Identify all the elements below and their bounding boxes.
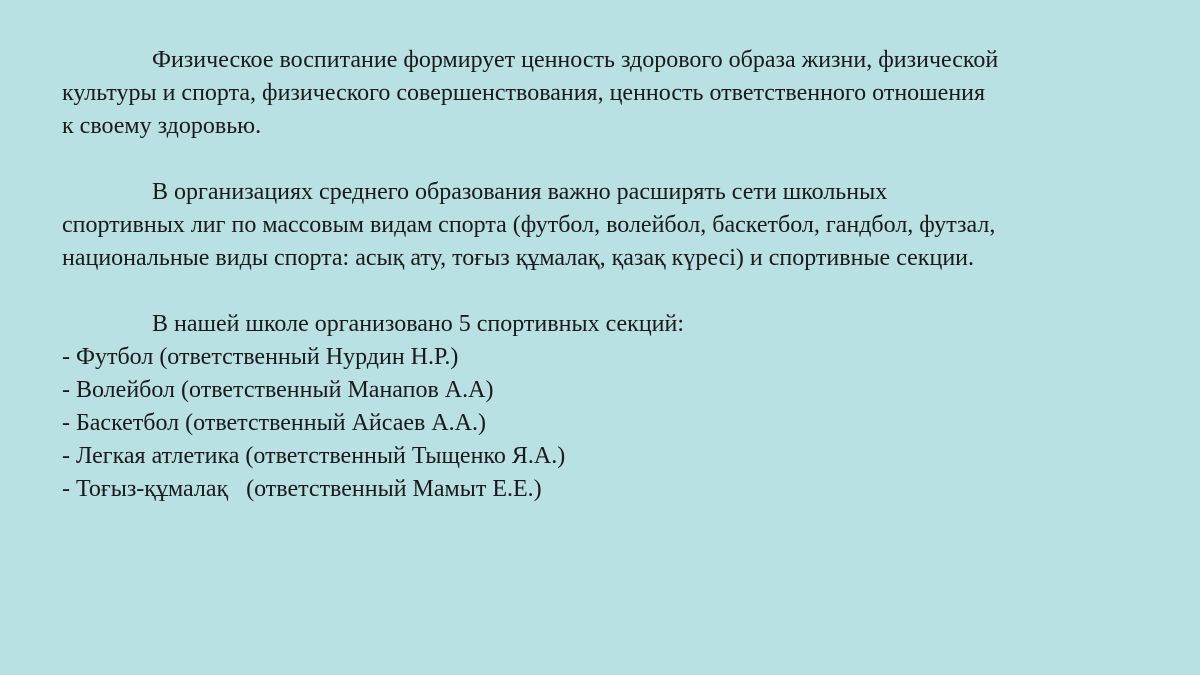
list-item: - Легкая атлетика (ответственный Тыщенко Я.А.) (62, 443, 566, 469)
list-item: - Тоғыз-құмалақ (ответственный Мамыт Е.Е.) (62, 476, 542, 502)
paragraph-school-leagues (62, 176, 1140, 275)
list-item: - Футбол (ответственный Нурдин Н.Р.) (62, 344, 459, 370)
sports-sections-list (62, 341, 1140, 506)
spacer (62, 143, 1140, 176)
spacer (62, 275, 1140, 308)
paragraph-line: В организациях среднего образования важно расширять сети школьных (152, 179, 888, 205)
paragraph-physical-education (62, 44, 1140, 143)
paragraph-line: Физическое воспитание формирует ценность здорового образа жизни, физической (152, 47, 999, 73)
paragraph-line: национальные виды спорта: асық ату, тоғыз құмалақ, қазақ күресі) и спортивные секции. (62, 245, 974, 271)
paragraph-line: В нашей школе организовано 5 спортивных секций: (152, 311, 685, 337)
paragraph-line: к своему здоровью. (62, 113, 262, 139)
paragraph-line: спортивных лиг по массовым видам спорта (футбол, волейбол, баскетбол, гандбол, футзал, (62, 212, 996, 238)
paragraph-sections-intro (62, 308, 1140, 341)
list-item: - Баскетбол (ответственный Айсаев А.А.) (62, 410, 486, 436)
paragraph-line: культуры и спорта, физического совершенствования, ценность ответственного отношения (62, 80, 986, 106)
list-item: - Волейбол (ответственный Манапов А.А) (62, 377, 494, 403)
